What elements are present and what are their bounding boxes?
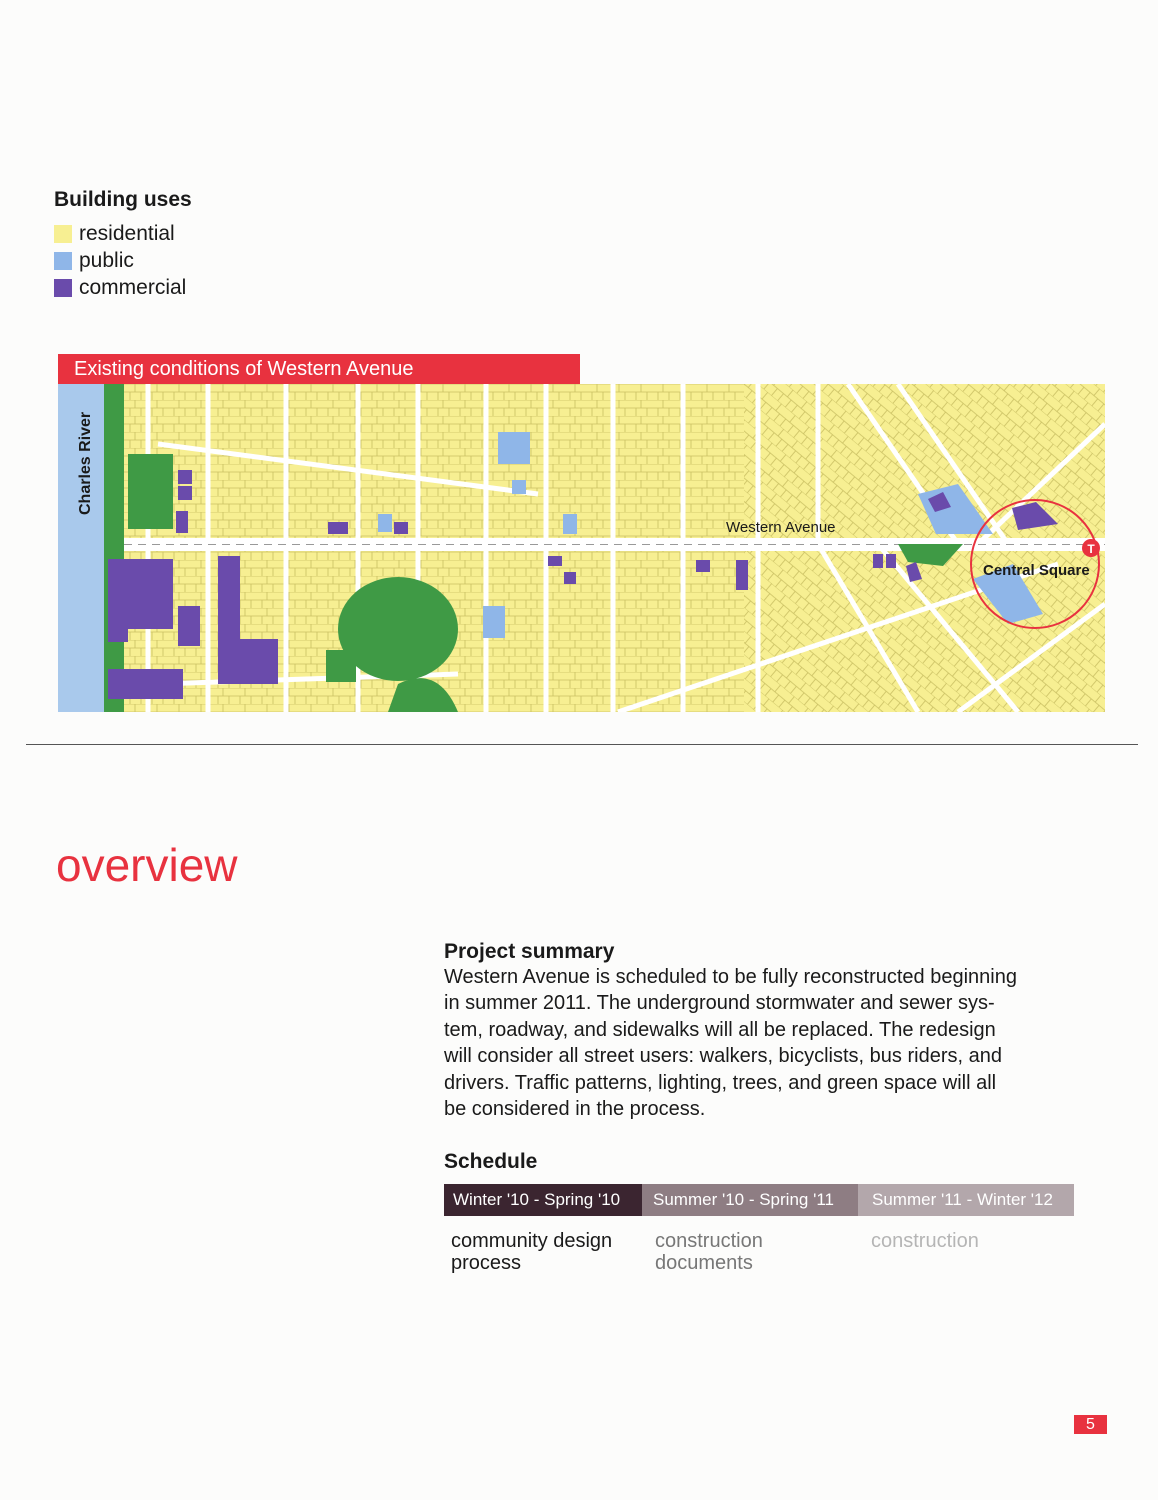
summary-line: in summer 2011. The underground stormwater and sewer sys- xyxy=(444,992,995,1015)
western-avenue-label: Western Avenue xyxy=(726,519,836,536)
summary-line: tem, roadway, and sidewalks will all be replaced. The redesign xyxy=(444,1018,996,1041)
residential-swatch xyxy=(54,225,72,243)
schedule-period-1: Winter '10 - Spring '10 xyxy=(444,1184,642,1216)
task-line: construction xyxy=(871,1230,979,1252)
central-square-label: Central Square xyxy=(983,562,1090,579)
western-avenue-map xyxy=(58,384,1105,712)
section-title: overview xyxy=(56,839,238,891)
map-graphic xyxy=(58,384,1105,712)
legend-label: residential xyxy=(79,221,175,245)
schedule-task-2 xyxy=(648,1230,864,1274)
summary-line: be considered in the process. xyxy=(444,1098,706,1121)
schedule-period-3: Summer '11 - Winter '12 xyxy=(858,1184,1074,1216)
legend-title: Building uses xyxy=(54,188,192,211)
schedule-period-2: Summer '10 - Spring '11 xyxy=(642,1184,858,1216)
task-line: process xyxy=(451,1252,522,1274)
legend-item-public xyxy=(54,247,192,274)
task-line: community design xyxy=(451,1230,613,1252)
page-number: 5 xyxy=(1074,1415,1107,1434)
summary-line: Western Avenue is scheduled to be fully reconstructed beginning xyxy=(444,966,1017,988)
river-label: Charles River xyxy=(77,411,94,515)
building-uses-legend xyxy=(54,188,192,301)
schedule-heading: Schedule xyxy=(444,1150,538,1173)
public-swatch xyxy=(54,252,72,270)
summary-line: drivers. Traffic patterns, lighting, trees, and green space will all xyxy=(444,1071,997,1094)
task-line: construction xyxy=(655,1230,763,1252)
commercial-swatch xyxy=(54,279,72,297)
schedule xyxy=(444,1150,1094,1274)
summary-line: will consider all street users: walkers, bicyclists, bus riders, and xyxy=(444,1045,1002,1068)
project-summary xyxy=(444,940,1094,1122)
section-divider xyxy=(26,744,1138,745)
riverside-park xyxy=(104,384,124,712)
map-title-banner: Existing conditions of Western Avenue xyxy=(58,354,580,384)
schedule-task-1 xyxy=(444,1230,648,1274)
legend-item-commercial xyxy=(54,274,192,301)
t-station-label: T xyxy=(1087,542,1095,556)
legend-item-residential xyxy=(54,220,192,247)
schedule-timeline xyxy=(444,1184,1094,1216)
schedule-task-3 xyxy=(864,1230,1080,1274)
schedule-tasks xyxy=(444,1230,1094,1274)
summary-heading: Project summary xyxy=(444,940,615,963)
legend-label: commercial xyxy=(79,275,187,299)
task-line: documents xyxy=(655,1252,753,1274)
summary-text xyxy=(444,964,1094,1122)
legend-label: public xyxy=(79,248,134,272)
